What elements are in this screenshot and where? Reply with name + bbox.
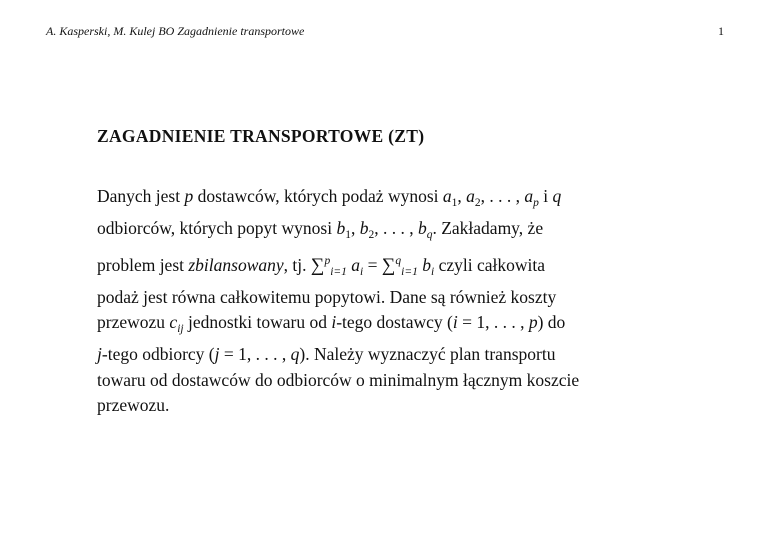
math-var: b <box>417 218 427 239</box>
math-subscript: i <box>431 265 435 278</box>
math-subscript: 2 <box>474 197 481 209</box>
math-var: b <box>359 218 369 239</box>
running-title: A. Kasperski, M. Kulej BO Zagadnienie transportowe <box>46 23 305 38</box>
math-subscript: i=1 <box>401 265 418 278</box>
paragraph-line: towaru od dostawców do odbiorców o minimalnym łącznym koszcie <box>97 369 580 390</box>
paragraph-line: przewozu. <box>97 395 170 416</box>
math-var: a <box>466 186 475 206</box>
paragraph-line: podaż jest równa całkowitemu popytowi. Dane są również koszty <box>97 286 557 307</box>
running-header <box>46 22 724 40</box>
math-subscript: 1 <box>345 229 351 242</box>
math-subscript: p <box>533 197 539 209</box>
paragraph-line: problem jest zbilansowany, tj. ∑$^p_{i=1}$ $a_i = \sum^q_{i=1}$ $b_i$ czyli całkowita <box>97 254 546 278</box>
math-var: a <box>346 254 361 275</box>
math-var: b <box>417 254 432 275</box>
paragraph-line: Danych jest p dostawców, których podaż wynosi $a_1$, $a_2$, . . . , $a_p$ i q <box>97 186 562 209</box>
problem-statement-paragraph <box>97 184 657 418</box>
math-var: q <box>552 186 562 206</box>
math-var: p <box>528 312 538 333</box>
sum-symbol: ∑ <box>310 254 325 276</box>
section-title: ZAGADNIENIE TRANSPORTOWE (ZT) <box>97 126 425 146</box>
math-subscript: 1 <box>451 197 458 209</box>
math-var: j <box>97 344 102 365</box>
paragraph-line: odbiorców, których popyt wynosi $b_1$, $b_2$, . . . , $b_q$. Zakładamy, że <box>97 218 544 242</box>
math-var: j <box>214 344 220 365</box>
math-subscript: ij <box>177 323 184 336</box>
paragraph-line: j-tego odbiorcy (j = 1, . . . , q). Należy wyznaczyć plan transportu <box>97 344 556 365</box>
paragraph-line: przewozu $c_{ij}$ jednostki towaru od i-tego dostawcy (i = 1, . . . , p) do <box>97 312 566 336</box>
math-var: c <box>169 312 178 333</box>
page-number: 1 <box>718 23 724 38</box>
math-var: i <box>331 312 337 333</box>
math-subscript: i=1 <box>330 265 347 278</box>
math-superscript: q <box>395 254 402 267</box>
math-var: b <box>336 218 346 239</box>
math-var: a <box>524 186 534 206</box>
sum-symbol: ∑ <box>381 254 396 276</box>
emphasis-term: zbilansowany <box>188 254 284 275</box>
math-var: i <box>452 312 458 333</box>
math-superscript: p <box>324 254 331 267</box>
math-subscript: 2 <box>368 229 375 242</box>
math-var: q <box>290 344 300 365</box>
math-var: p <box>184 186 194 206</box>
math-subscript: q <box>426 229 433 242</box>
math-subscript: i <box>360 265 364 278</box>
math-var: a <box>442 186 452 206</box>
